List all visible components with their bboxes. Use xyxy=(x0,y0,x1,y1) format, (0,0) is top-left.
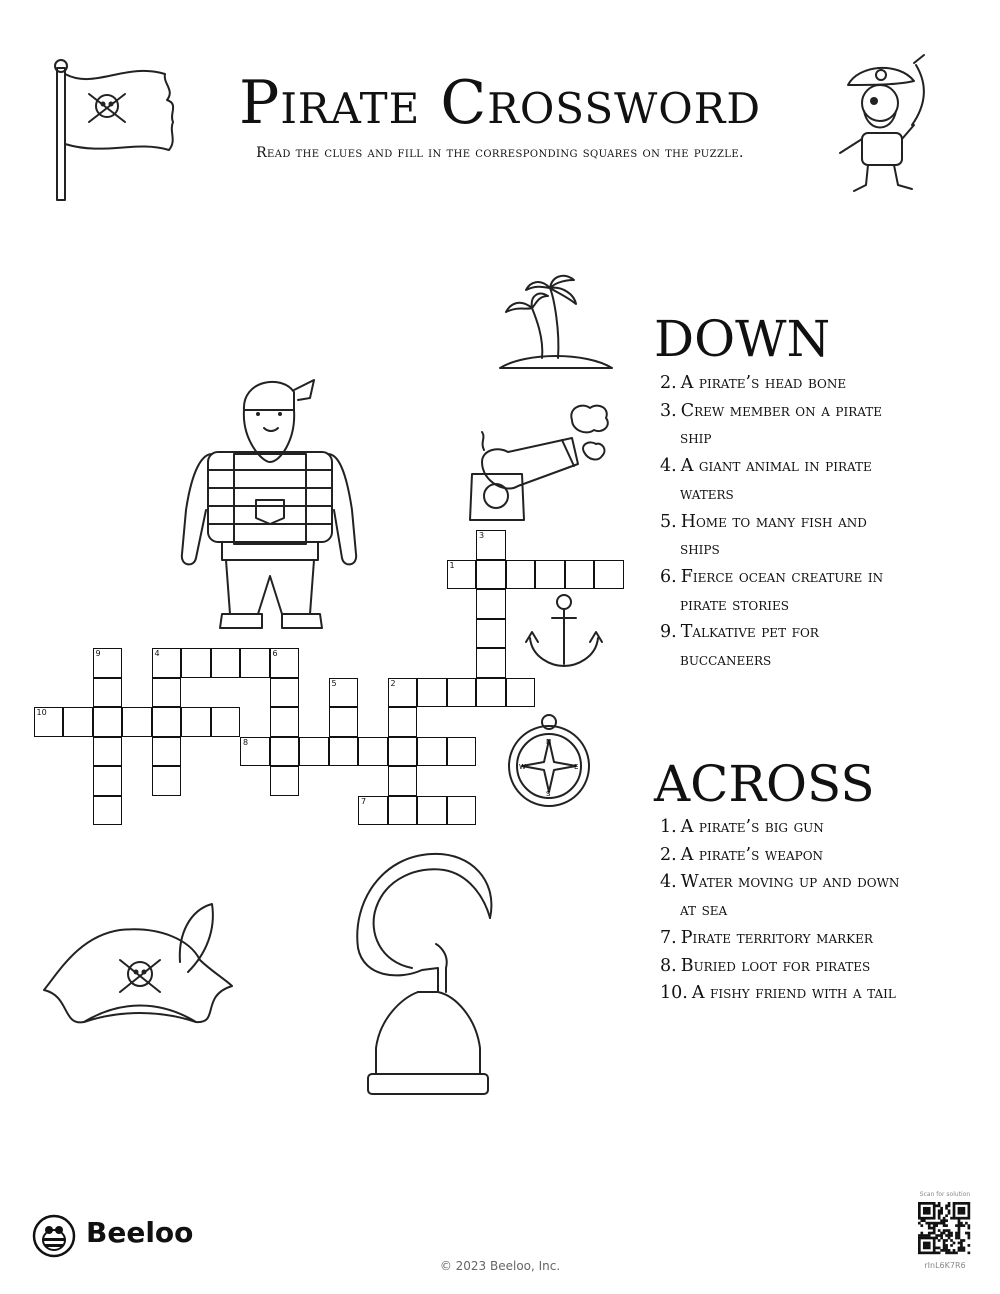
down-clue: 9. Talkative pet for buccaneers xyxy=(660,622,819,671)
across-clue: 7. Pirate territory marker xyxy=(660,927,873,948)
crossword-cell[interactable] xyxy=(388,796,418,826)
qr-caption: Scan for solution xyxy=(919,1191,971,1198)
crossword-cell[interactable] xyxy=(535,560,565,590)
crossword-cell[interactable] xyxy=(358,737,388,767)
crossword-cell[interactable] xyxy=(447,796,477,826)
crossword-cell[interactable] xyxy=(447,737,477,767)
crossword-cell[interactable] xyxy=(388,707,418,737)
crossword-cell[interactable] xyxy=(476,589,506,619)
pirate-flag-icon xyxy=(45,60,185,205)
down-clue: 6. Fierce ocean creature in pirate stories xyxy=(660,566,884,615)
across-clue: 1. A pirate’s big gun xyxy=(660,817,824,837)
crossword-cell[interactable] xyxy=(506,678,536,708)
clue-number: 2 xyxy=(390,678,396,688)
down-clue: 2. A pirate’s head bone xyxy=(660,373,847,393)
across-clue: 4. Water moving up and down at sea xyxy=(660,872,900,921)
svg-text:N: N xyxy=(546,738,552,746)
crossword-cell[interactable] xyxy=(299,737,329,767)
crossword-cell[interactable] xyxy=(122,707,152,737)
pirate-captain-icon xyxy=(828,55,938,200)
crossword-cell[interactable] xyxy=(240,648,270,678)
pirate-hat-icon xyxy=(40,900,240,1035)
crossword-cell[interactable] xyxy=(270,737,300,767)
crossword-cell[interactable] xyxy=(417,678,447,708)
crossword-cell[interactable] xyxy=(211,648,241,678)
svg-text:S: S xyxy=(546,790,551,798)
down-heading: DOWN xyxy=(654,310,831,368)
crossword-cell[interactable] xyxy=(417,796,447,826)
down-clue: 4. A giant animal in pirate waters xyxy=(660,456,872,504)
crossword-cell[interactable] xyxy=(388,766,418,796)
across-clue: 8. Buried loot for pirates xyxy=(660,955,871,976)
svg-text:W: W xyxy=(519,763,526,771)
crossword-cell[interactable] xyxy=(329,707,359,737)
crossword-cell[interactable] xyxy=(476,560,506,590)
crossword-cell[interactable] xyxy=(93,796,123,826)
crossword-cell[interactable] xyxy=(211,707,241,737)
crossword-cell[interactable] xyxy=(417,737,447,767)
qr-code-text: rInL6K7R6 xyxy=(924,1261,966,1270)
crossword-cell[interactable] xyxy=(270,678,300,708)
crossword-cell[interactable] xyxy=(565,560,595,590)
crossword-cell[interactable] xyxy=(93,766,123,796)
qr-code-icon[interactable] xyxy=(918,1202,970,1254)
palm-island-icon xyxy=(496,268,616,378)
anchor-icon xyxy=(524,592,604,672)
crossword-cell[interactable] xyxy=(93,678,123,708)
across-clue: 10. A fishy friend with a tail xyxy=(660,983,896,1004)
clue-number: 9 xyxy=(95,649,101,658)
clue-number: 1 xyxy=(449,560,455,570)
clue-number: 7 xyxy=(361,796,367,806)
hook-icon xyxy=(352,852,512,1102)
compass-icon xyxy=(506,710,596,810)
crossword-cell[interactable] xyxy=(506,560,536,590)
crossword-cell[interactable] xyxy=(388,737,418,767)
svg-text:E: E xyxy=(574,763,579,771)
down-clue: 5. Home to many fish and ships xyxy=(660,511,867,560)
across-clue: 2. A pirate’s weapon xyxy=(660,844,824,865)
clue-number: 5 xyxy=(331,678,337,688)
crossword-cell[interactable] xyxy=(93,707,123,737)
crossword-cell[interactable] xyxy=(270,766,300,796)
crossword-cell[interactable] xyxy=(447,678,477,708)
across-clue-list xyxy=(654,814,909,1008)
across-heading: ACROSS xyxy=(654,755,875,813)
clue-number: 6 xyxy=(272,649,278,658)
down-clue-list xyxy=(654,370,909,675)
copyright: © 2023 Beeloo, Inc. xyxy=(439,1259,561,1273)
clue-number: 4 xyxy=(154,649,160,658)
crossword-cell[interactable] xyxy=(63,707,93,737)
crossword-cell[interactable] xyxy=(181,707,211,737)
cannon-icon xyxy=(462,402,612,524)
crossword-cell[interactable] xyxy=(270,707,300,737)
clue-number: 10 xyxy=(36,708,47,717)
crossword-cell[interactable] xyxy=(476,648,506,678)
page-title: Pirate Crossword xyxy=(238,68,762,138)
page-subtitle: Read the clues and fill in the corresponding squares on the puzzle. xyxy=(256,145,744,161)
crossword-cell[interactable] xyxy=(152,766,182,796)
crossword-cell[interactable] xyxy=(594,560,624,590)
crossword-cell[interactable] xyxy=(152,737,182,767)
crossword-cell[interactable] xyxy=(152,678,182,708)
crossword-cell[interactable] xyxy=(476,619,506,649)
crossword-cell[interactable] xyxy=(329,737,359,767)
clue-number: 3 xyxy=(479,531,485,540)
brand-name: Beeloo xyxy=(86,1216,194,1249)
crossword-cell[interactable] xyxy=(93,737,123,767)
crossword-cell[interactable] xyxy=(181,648,211,678)
crossword-cell[interactable] xyxy=(476,678,506,708)
clue-number: 8 xyxy=(243,737,249,747)
crossword-cell[interactable] xyxy=(152,707,182,737)
pirate-sailor-icon xyxy=(172,370,357,634)
down-clue: 3. Crew member on a pirate ship xyxy=(660,400,883,449)
beeloo-logo-icon xyxy=(32,1214,76,1258)
